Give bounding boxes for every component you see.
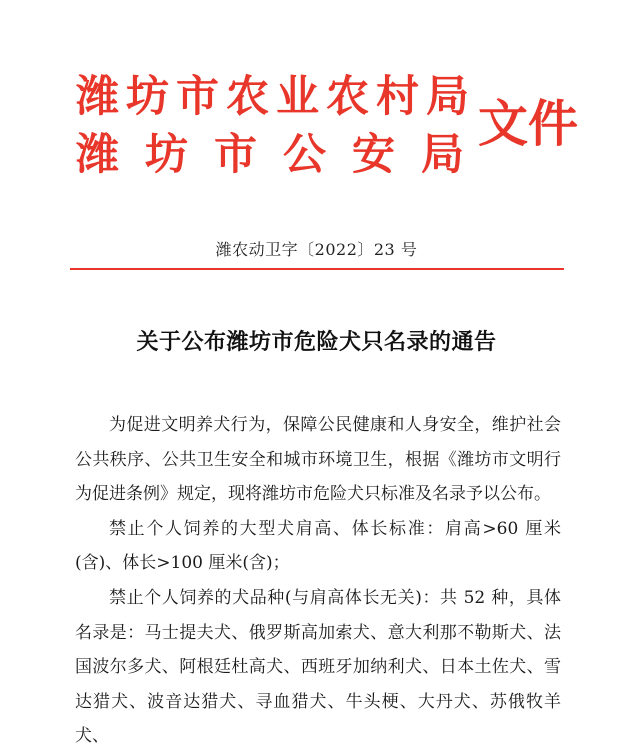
paragraph-size-standard: 禁止个人饲养的大型犬肩高、体长标准：肩高>60 厘米(含)、体长>100 厘米(含)； [75, 518, 561, 574]
paragraph-purpose: 为促进文明养犬行为，保障公民健康和人身安全，维护社会公共秩序、公共卫生安全和城市环境卫生，根据《潍坊市文明行为促进条例》规定，现将潍坊市危险犬只标准及名录予以公布。 [75, 415, 561, 505]
document-body [75, 408, 561, 754]
document-title: 关于公布潍坊市危险犬只名录的通告 [136, 330, 497, 355]
red-divider-line [70, 268, 564, 270]
document-number: 潍农动卫字〔2022〕23 号 [215, 240, 418, 259]
issuer-agriculture-bureau: 潍坊市农业农村局 [76, 72, 476, 122]
document-type-label: 文件 [478, 95, 578, 153]
issuer-public-security-bureau: 潍坊市公安局 [76, 130, 490, 180]
red-letterhead [76, 66, 576, 186]
paragraph-breed-list: 禁止个人饲养的犬品种(与肩高体长无关)：共 52 种，具体名录是：马士提夫犬、俄罗斯高加索犬、意大利那不勒斯犬、法国波尔多犬、阿根廷杜高犬、西班牙加纳利犬、日本土佐犬、雪达猎犬、波音达猎犬、寻血猎犬、牛头梗、大丹犬、苏俄牧羊犬、 [75, 587, 561, 747]
